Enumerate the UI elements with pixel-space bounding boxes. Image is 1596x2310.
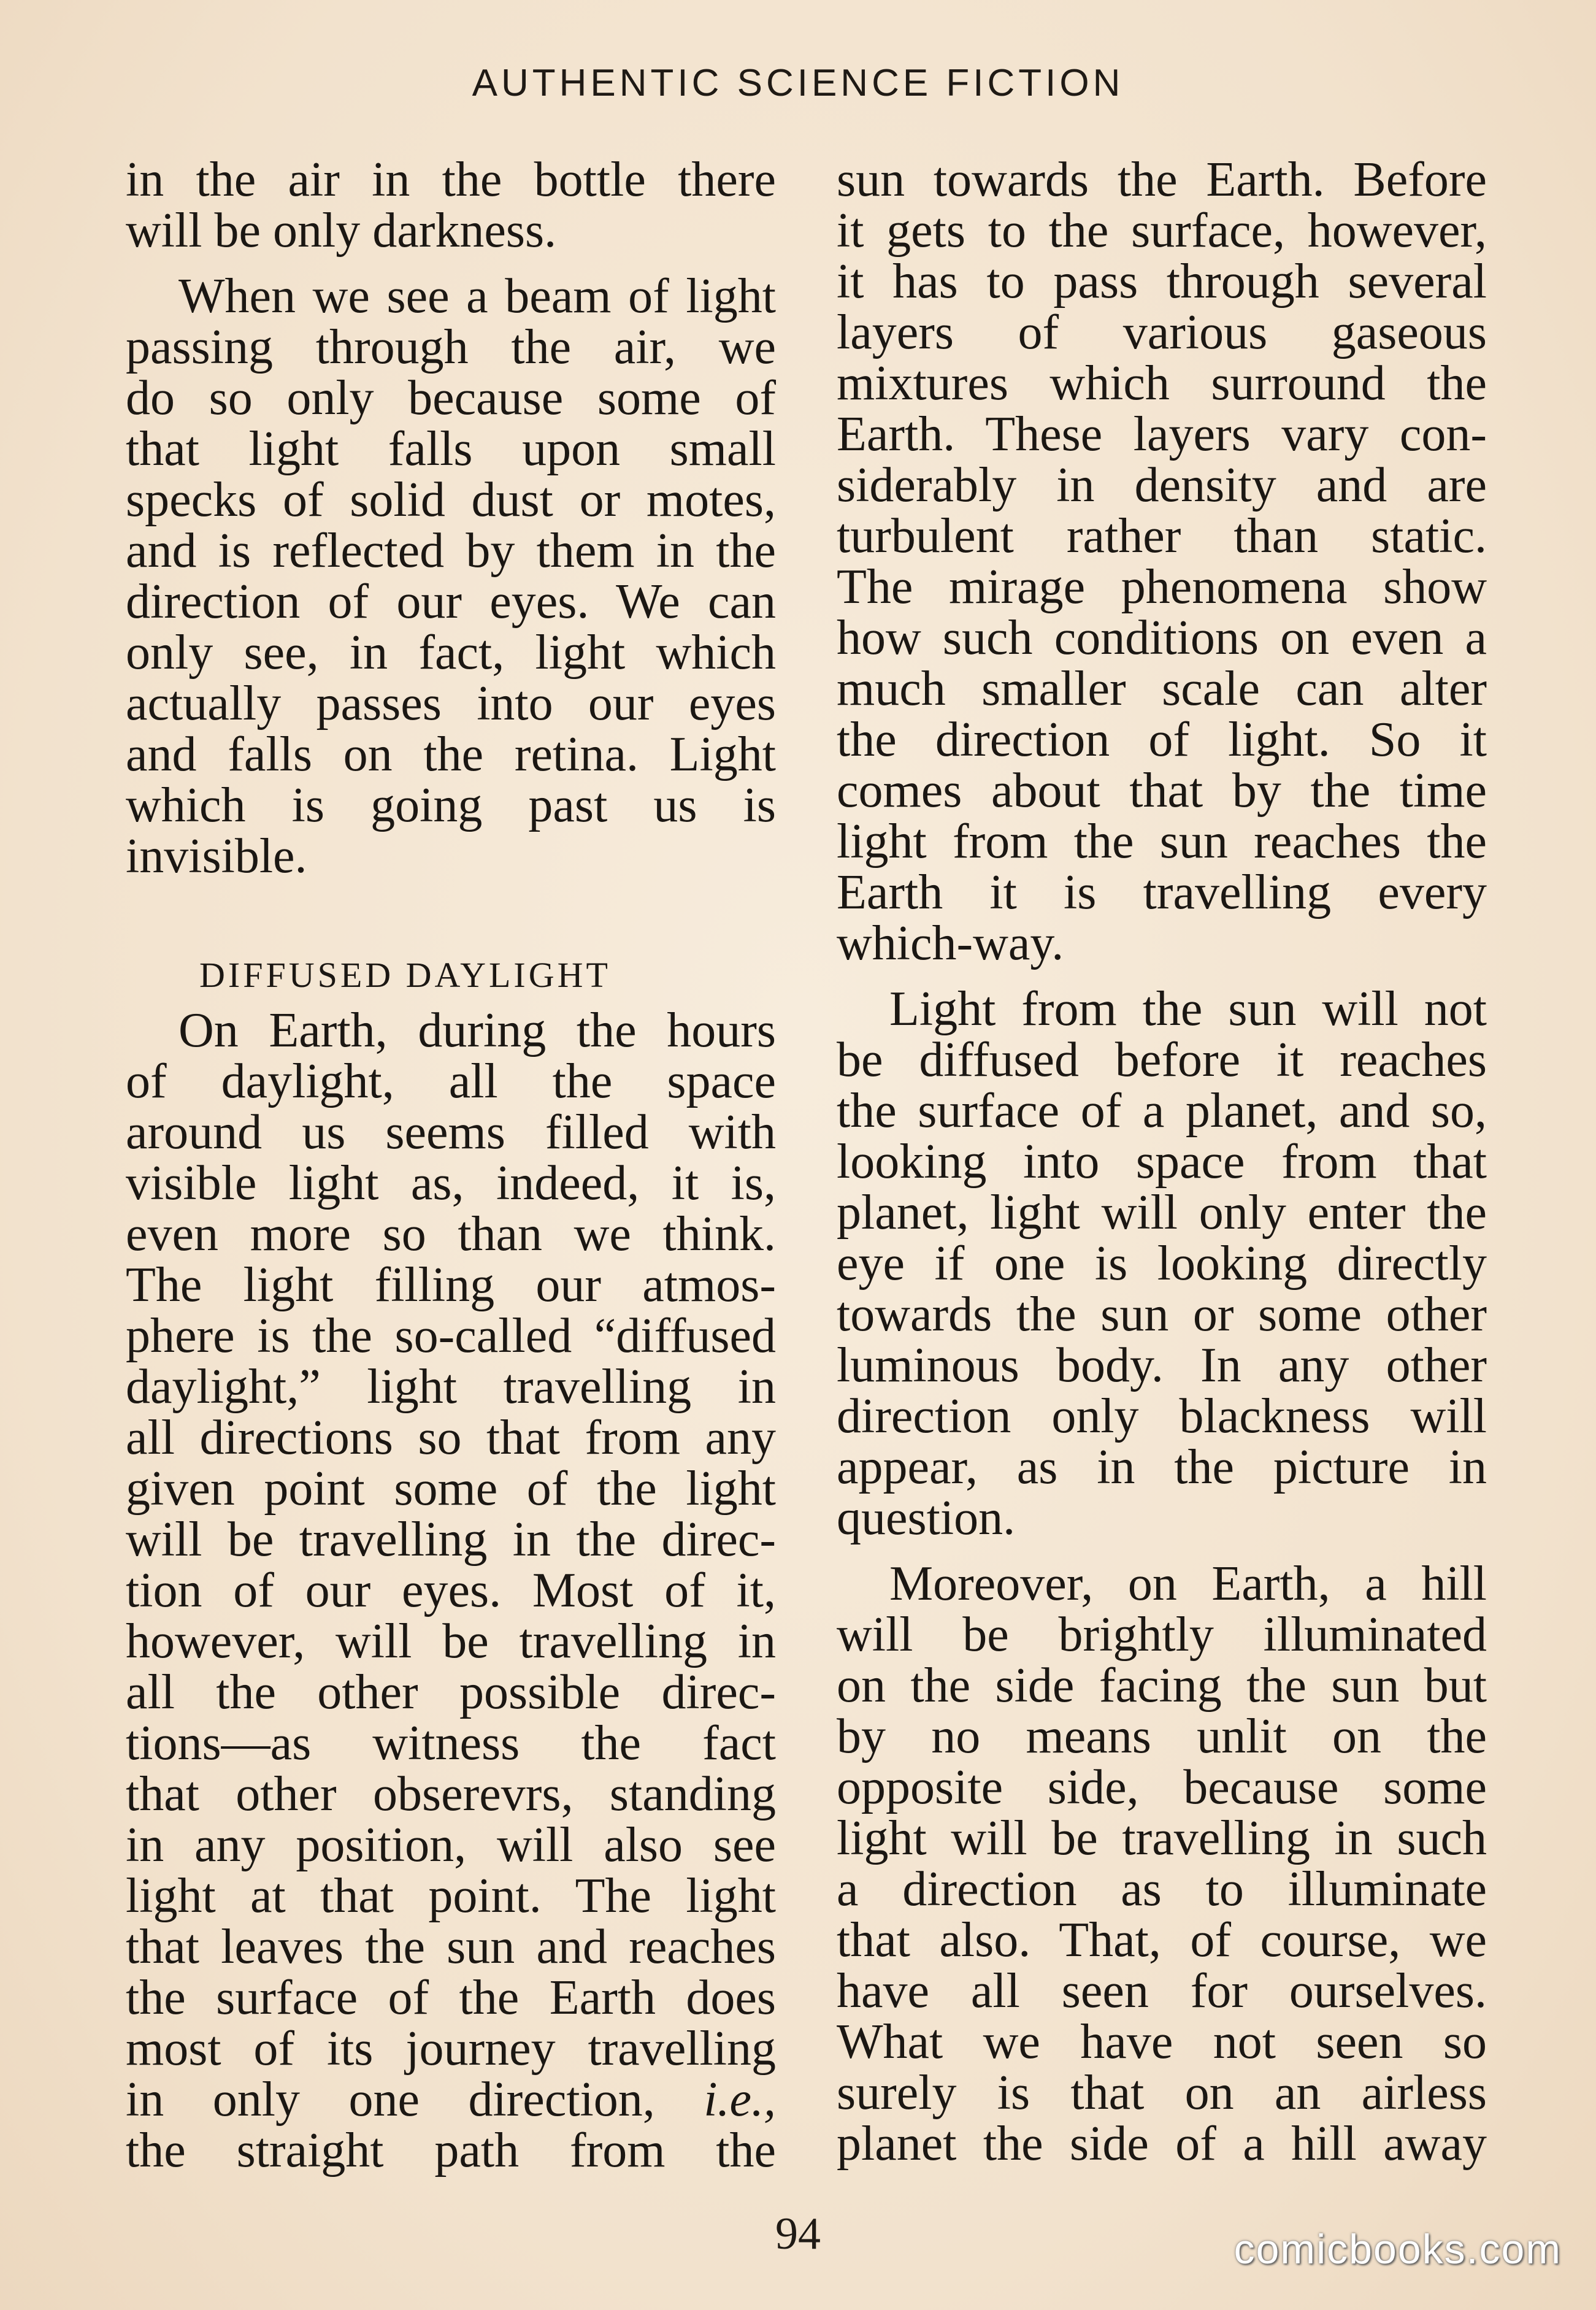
text-line: actually passes into our eyes [126,677,776,731]
text-line: Earth. These layers vary con- [837,407,1487,461]
text-line: mixtures which surround the [837,356,1487,410]
text-line: Light from the sun will not [889,982,1487,1036]
text-line: looking into space from that [837,1135,1487,1189]
text-line: even more so than we think. [126,1207,776,1261]
text-line: only see, in fact, light which [126,626,776,680]
text-line: passing through the air, we [126,320,776,374]
text-line: opposite side, because some [837,1760,1487,1814]
text-line: which is going past us is [126,778,776,832]
text-line: direction of our eyes. We can [126,575,776,629]
running-head: AUTHENTIC SCIENCE FICTION [472,62,1124,104]
text-line [126,2074,776,2125]
text-line: light at that point. The light [126,1869,776,1923]
text-line: The mirage phenomena show [837,560,1487,614]
text-line: light from the sun reaches the [837,815,1487,869]
text-line: on the side facing the sun but [837,1659,1487,1713]
text-line: do so only because some of [126,371,776,425]
text-fragment: in only one direction, [126,2073,704,2127]
text-line: question. [837,1491,1016,1545]
text-line: all directions so that from any [126,1411,776,1465]
text-line: the direction of light. So it [837,713,1487,767]
text-line: in the air in the bottle there [126,153,776,207]
text-line: how such conditions on even a [837,611,1487,665]
italic-abbreviation: i.e., [704,2073,776,2127]
text-line: that leaves the sun and reaches [126,1920,776,1974]
text-line: specks of solid dust or motes, [126,473,776,527]
text-line: tion of our eyes. Most of it, [126,1564,776,1617]
text-line: planet the side of a hill away [837,2117,1487,2171]
text-line: comes about that by the time [837,764,1487,818]
text-line: luminous body. In any other [837,1338,1487,1392]
text-line: the surface of the Earth does [126,1971,776,2025]
text-line: be diffused before it reaches [837,1033,1487,1087]
watermark-logo: comicbooks.com [1233,2226,1562,2273]
text-line: direction only blackness will [837,1389,1487,1443]
text-line: When we see a beam of light [178,269,776,323]
text-line: will be brightly illuminated [837,1608,1487,1662]
text-line: it gets to the surface, however, [837,204,1487,258]
text-line: layers of various gaseous [837,305,1487,359]
text-line: and falls on the retina. Light [126,727,776,781]
text-line: that also. That, of course, we [837,1913,1487,1967]
text-line: the surface of a planet, and so, [837,1084,1487,1138]
text-line: that light falls upon small [126,422,776,476]
text-line: will be travelling in the direc- [126,1513,776,1567]
text-line: the straight path from the [126,2124,776,2178]
text-line: a direction as to illuminate [837,1862,1487,1916]
text-line: sun towards the Earth. Before [837,153,1487,207]
text-line: most of its journey travelling [126,2022,776,2076]
text-line: The light filling our atmos- [126,1258,776,1312]
text-line: around us seems filled with [126,1105,776,1159]
text-line: tions—as witness the fact [126,1716,776,1770]
text-line: however, will be travelling in [126,1614,776,1668]
text-line: in any position, will also see [126,1818,776,1872]
right-column [837,155,1487,2170]
text-line: surely is that on an airless [837,2066,1487,2120]
section-heading: DIFFUSED DAYLIGHT [199,955,611,995]
text-line: On Earth, during the hours [178,1003,776,1057]
text-line: visible light as, indeed, it is, [126,1156,776,1210]
text-line: of daylight, all the space [126,1054,776,1108]
text-line: phere is the so-called “diffused [126,1309,776,1363]
text-line: Earth it is travelling every [837,865,1487,919]
text-line: appear, as in the picture in [837,1440,1487,1494]
text-line: it has to pass through several [837,255,1487,309]
text-line: light will be travelling in such [837,1811,1487,1865]
text-line: and is reflected by them in the [126,524,776,578]
text-line: given point some of the light [126,1462,776,1516]
text-line: What we have not seen so [837,2015,1487,2069]
text-line: daylight,” light travelling in [126,1360,776,1414]
text-line: siderably in density and are [837,458,1487,512]
text-line: have all seen for ourselves. [837,1964,1487,2018]
text-line: turbulent rather than static. [837,509,1487,563]
text-line: will be only darkness. [126,204,557,258]
text-line: which-way. [837,916,1064,970]
text-line: all the other possible direc- [126,1665,776,1719]
text-line: by no means unlit on the [837,1709,1487,1763]
page-number: 94 [775,2209,821,2259]
text-line: planet, light will only enter the [837,1186,1487,1240]
text-line: invisible. [126,829,307,883]
text-line: much smaller scale can alter [837,662,1487,716]
text-line: Moreover, on Earth, a hill [889,1557,1487,1611]
text-line: eye if one is looking directly [837,1237,1487,1291]
left-column [126,155,776,2176]
text-line: that other obserevrs, standing [126,1767,776,1821]
text-line: towards the sun or some other [837,1287,1487,1341]
